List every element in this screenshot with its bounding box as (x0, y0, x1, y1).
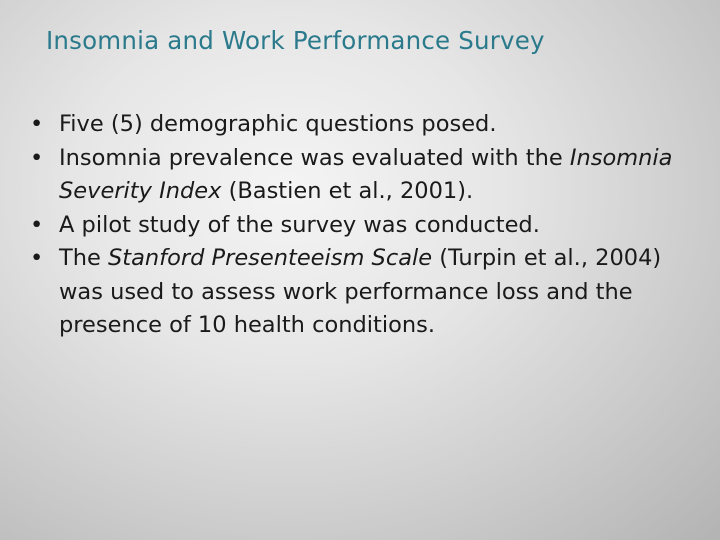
bullet-dot: • (30, 245, 44, 271)
bullet-text: Insomnia prevalence was evaluated with the (59, 144, 570, 171)
bullet-item (30, 209, 700, 243)
bullet-text: The (59, 245, 108, 271)
bullet-text: Five (5) demographic questions posed. (59, 111, 497, 137)
bullet-text: (Bastien et al., 2001). (221, 178, 474, 204)
bullet-italic-text: Stanford Presenteeism Scale (108, 245, 433, 271)
bullet-item (30, 242, 700, 343)
bullet-dot: • (30, 144, 44, 171)
bullet-dot: • (30, 211, 44, 238)
bullet-item (30, 142, 700, 209)
bullet-text: (Turpin et al., 2004) was used to assess work performance loss and the presence of 10 health conditions. (59, 245, 662, 338)
bullet-italic-text: Insomnia Severity Index (59, 144, 673, 204)
bullet-item (30, 108, 700, 142)
bullet-list (30, 108, 700, 343)
bullet-text: A pilot study of the survey was conducted. (59, 211, 540, 238)
bullet-dot: • (30, 111, 44, 137)
slide-title: Insomnia and Work Performance Survey (46, 26, 545, 55)
